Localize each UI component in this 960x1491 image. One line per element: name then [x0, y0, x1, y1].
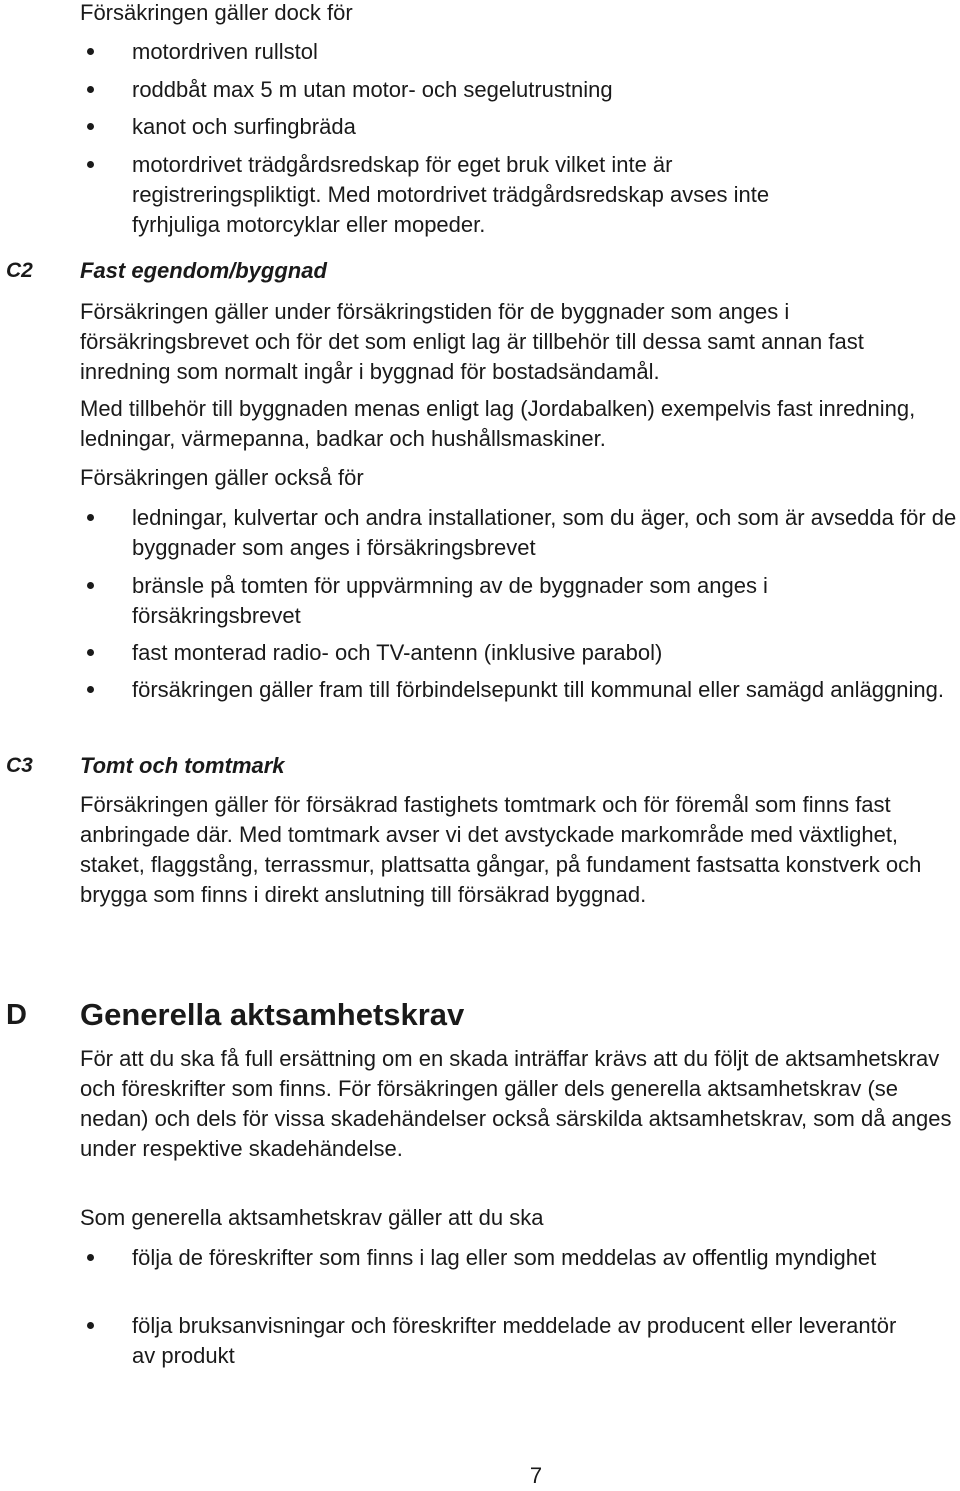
d-paragraph-1: För att du ska få full ersättning om en skada inträffar krävs att du följt de aktsamhetskrav och föreskrifter som finns. För försäkringen gäller dels generella aktsamhetskrav (se nedan) och dels för vissa skadehändelser också särskilda aktsamhetskrav, som då anges under respektive skadehändelse. [80, 1046, 952, 1161]
bullet-icon [87, 1254, 94, 1261]
bullet-icon [87, 514, 94, 521]
d-paragraph-2: Som generella aktsamhetskrav gäller att du ska [80, 1205, 544, 1230]
bullet-icon [87, 686, 94, 693]
c2-paragraph-2: Med tillbehör till byggnaden menas enligt lag (Jordabalken) exempelvis fast inredning, ledningar, värmepanna, badkar och hushållsmaskiner. [80, 396, 916, 451]
section-heading-c2: Fast egendom/byggnad [80, 258, 327, 283]
bullet-icon [87, 649, 94, 656]
bullet-icon [87, 161, 94, 168]
bullet-icon [87, 1322, 94, 1329]
section-heading-c3: Tomt och tomtmark [80, 753, 285, 778]
section-label-d: D [6, 999, 27, 1031]
c2-paragraph-1: Försäkringen gäller under försäkringstiden för de byggnader som anges i försäkringsbrevet och för det som enligt lag är tillbehör till dessa samt annan fast inredning som normalt ingår i byggnad för bostadsändamål. [80, 299, 864, 384]
section-heading-d: Generella aktsamhetskrav [80, 997, 465, 1032]
section-label-c3: C3 [6, 754, 33, 777]
section-label-c2: C2 [6, 259, 33, 282]
bullet-icon [87, 582, 94, 589]
bullet-icon [87, 86, 94, 93]
intro-text: Försäkringen gäller dock för [80, 0, 353, 25]
bullet-icon [87, 123, 94, 130]
bullet-icon [87, 48, 94, 55]
c2-paragraph-3: Försäkringen gäller också för [80, 465, 364, 490]
page-number: 7 [529, 1463, 543, 1488]
c3-paragraph-1: Försäkringen gäller för försäkrad fastighets tomtmark och för föremål som finns fast anbringade där. Med tomtmark avser vi det avstyckade markområde med växtlighet, staket, flaggstång, terrassmur, plattsatta gångar, på fundament fastsatta konstverk och brygga som finns i direkt anslutning till försäkrad byggnad. [80, 792, 922, 907]
